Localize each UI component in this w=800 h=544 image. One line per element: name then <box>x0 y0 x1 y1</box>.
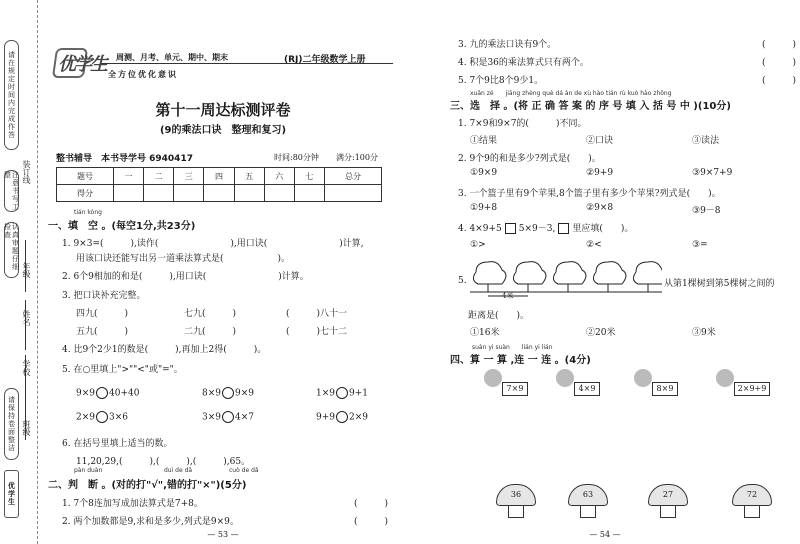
binding-note-1 <box>4 40 19 150</box>
binding-note-1-text: 请在规定时间内完成作答 <box>7 51 16 139</box>
s1-question-1a: 1. 9×3=( ),读作( ),用口诀( )计算, <box>62 239 364 249</box>
compare-left: 1×9 <box>316 388 335 399</box>
s3-question-1: 1. 7×9和9×7的( )不同。 <box>458 119 587 129</box>
s3-question-3: 3. 一个篮子里有9个苹果,8个篮子里有多少个苹果?列式是( )。 <box>458 189 721 199</box>
score-header-row <box>57 168 382 185</box>
tree-icon <box>513 262 546 284</box>
s3-q3-option: ②9×8 <box>586 203 614 213</box>
s3-q5-option: ②20米 <box>586 328 616 338</box>
s3-q1-option: ①结果 <box>470 136 498 146</box>
left-page <box>46 0 400 544</box>
s2-question-2: 2. 两个加数都是9,求和是多少,列式是9×9。 <box>62 517 239 527</box>
s2-answer-mark[interactable]: ( ) <box>762 40 797 50</box>
s1-q3-item: 五九( ) <box>76 327 129 337</box>
score-cell[interactable] <box>264 185 294 202</box>
house-base <box>744 506 760 518</box>
binding-note-3 <box>4 222 19 278</box>
tree-icon <box>633 262 662 284</box>
expression-card[interactable]: 8×9 <box>652 382 678 396</box>
bird-icon <box>634 369 652 387</box>
right-page <box>410 0 800 544</box>
score-cell[interactable] <box>113 185 143 202</box>
s1-question-2: 2. 6个9相加的和是( ),用口诀( )计算。 <box>62 272 309 282</box>
s3-q2-option: ③9×7+9 <box>692 168 733 178</box>
compare-item <box>316 411 368 423</box>
compare-item <box>316 387 368 399</box>
compare-circle[interactable] <box>96 411 108 423</box>
s1-q3-item: 二九( ) <box>184 327 237 337</box>
binding-note-3-text: 认真审题仔细检查 <box>3 223 20 271</box>
s3-q4-left: 4. 4×9+5 <box>458 224 502 234</box>
score-cell[interactable] <box>144 185 174 202</box>
s2-answer-mark[interactable]: ( ) <box>354 517 389 527</box>
compare-right: 3×6 <box>109 412 128 423</box>
mushroom-house[interactable]: 27 <box>648 484 688 506</box>
s3-pinyin: xuǎn zé jiāng zhèng què dá àn de xù hào tián rù kuò hào zhōng <box>470 90 672 97</box>
compare-item <box>202 411 254 423</box>
counsel-info: 整书辅导 本书导学号 6940417 <box>56 154 193 164</box>
s3-q5-text-2: 距离是( )。 <box>468 311 530 321</box>
compare-left: 9×9 <box>76 388 95 399</box>
s3-q5-option: ①16米 <box>470 328 500 338</box>
house-base <box>660 506 676 518</box>
compare-item <box>202 387 254 399</box>
compare-left: 9+9 <box>316 412 335 423</box>
s3-q1-option: ②口诀 <box>586 136 614 146</box>
score-head-cell: 题号 <box>57 168 114 185</box>
grade-line <box>25 240 26 292</box>
score-head-cell: 一 <box>113 168 143 185</box>
bird-icon <box>716 369 734 387</box>
s3-q4-right: 5×9－3, <box>518 224 556 234</box>
s1-question-5: 5. 在○里填上">""<"或"="。 <box>62 365 183 375</box>
score-head-cell: 总分 <box>324 168 381 185</box>
logo-text: 优学生 <box>58 54 106 75</box>
s3-question-2: 2. 9个9的和是多少?列式是( )。 <box>458 154 601 164</box>
school-label: 学校 <box>22 360 31 376</box>
compare-circle[interactable] <box>336 387 348 399</box>
score-cell[interactable] <box>234 185 264 202</box>
paper-subtitle: (9的乘法口诀 整理和复习) <box>159 125 287 136</box>
s3-q2-option: ②9+9 <box>586 168 614 178</box>
s3-q3-option: ③9－8 <box>692 206 721 216</box>
s2-answer-mark[interactable]: ( ) <box>762 58 797 68</box>
s3-question-4 <box>458 221 633 234</box>
s2-question-4: 4. 积是36的乘法算式只有两个。 <box>458 58 589 68</box>
s1-pinyin: tián kòng <box>74 209 102 216</box>
tear-line-label: 装订线 <box>22 160 31 184</box>
s2-answer-mark[interactable]: ( ) <box>762 76 797 86</box>
binding-note-2 <box>4 170 19 212</box>
score-head-cell: 三 <box>174 168 204 185</box>
score-head-cell: 七 <box>294 168 324 185</box>
s4-pinyin: suàn yi suàn lián yi lián <box>472 344 553 351</box>
s2-question-1: 1. 7个8连加写成加法算式是7+8。 <box>62 499 203 509</box>
name-line <box>25 300 26 350</box>
s3-q4-option: ②< <box>586 240 602 250</box>
s2-question-5: 5. 7个9比8个9少1。 <box>458 76 544 86</box>
s2-pinyin-3: cuò de dǎ <box>229 467 259 474</box>
score-cell[interactable] <box>324 185 381 202</box>
section-4-heading: 四、算 一 算 ,连 一 连 。(4分) <box>450 355 591 366</box>
book-title: (RJ)二年级数学上册 <box>284 55 366 65</box>
score-cell[interactable] <box>294 185 324 202</box>
score-cell[interactable] <box>204 185 234 202</box>
binding-note-4-text: 请保持卷面整洁 <box>7 396 16 452</box>
house-base <box>580 506 596 518</box>
class-line <box>25 355 26 440</box>
s1-question-3: 3. 把口诀补充完整。 <box>62 291 146 301</box>
tear-dashed-line <box>37 0 38 544</box>
compare-item <box>76 411 128 423</box>
binding-logo <box>4 470 19 518</box>
tree-icon <box>593 262 626 284</box>
expression-card[interactable]: 2×9+9 <box>734 382 770 396</box>
binding-logo-text: 优学生 <box>7 482 17 506</box>
s3-q5-option: ③9米 <box>692 328 716 338</box>
logo-slogan: 全方位优化意识 <box>108 69 178 79</box>
s3-q4-tail: 里应填( )。 <box>572 224 634 234</box>
tree-icon <box>553 262 586 284</box>
score-table <box>56 167 382 202</box>
name-label: 姓名 <box>22 310 31 326</box>
s1-q3-item: 四九( ) <box>76 309 129 319</box>
compare-circle[interactable] <box>222 411 234 423</box>
bird-icon <box>484 369 502 387</box>
compare-item <box>76 387 139 399</box>
score-row-label: 得分 <box>57 185 114 202</box>
s3-q4-option: ①> <box>470 240 486 250</box>
s3-q1-option: ③读法 <box>692 136 720 146</box>
score-value-row <box>57 185 382 202</box>
compare-left: 3×9 <box>202 412 221 423</box>
s2-pinyin-1: pàn duàn <box>74 467 103 474</box>
section-1-heading: 一、填 空 。(每空1分,共23分) <box>48 221 196 232</box>
score-cell[interactable] <box>174 185 204 202</box>
mushroom-house[interactable]: 63 <box>568 484 608 506</box>
compare-left: 2×9 <box>76 412 95 423</box>
score-head-cell: 四 <box>204 168 234 185</box>
compare-right: 9+1 <box>349 388 368 399</box>
section-3-heading: 三、选 择 。(将 正 确 答 案 的 序 号 填 入 括 号 中 )(10分) <box>450 101 731 112</box>
logo-subtitle: 周测、月考、单元、期中、期末 <box>116 52 228 62</box>
s3-q3-option: ①9+8 <box>470 203 498 213</box>
s3-q2-option: ①9×9 <box>470 168 498 178</box>
s1-question-4: 4. 比9个2少1的数是( ),再加上2得( )。 <box>62 345 267 355</box>
s1-q3-item: 七九( ) <box>184 309 237 319</box>
s1-q6-sequence: 11,20,29,( ),( ),( ),65。 <box>76 457 251 467</box>
s1-question-1b: 用该口诀还能写出另一道乘法算式是( )。 <box>76 254 291 264</box>
grade-label: 年级 <box>22 262 31 278</box>
house-base <box>508 506 524 518</box>
paper-title: 第十一周达标测评卷 <box>155 101 291 119</box>
s3-question-5: 5. <box>458 276 467 286</box>
expression-card[interactable]: 7×9 <box>502 382 528 396</box>
binding-note-4 <box>4 388 19 460</box>
score-head-cell: 五 <box>234 168 264 185</box>
full-score-info: 满分:100分 <box>336 153 378 162</box>
s2-question-3: 3. 九的乘法口诀有9个。 <box>458 40 557 50</box>
compare-circle[interactable] <box>222 387 234 399</box>
score-head-cell: 六 <box>264 168 294 185</box>
tree-row-illustration <box>470 256 662 300</box>
compare-right: 40+40 <box>109 388 140 399</box>
class-label: 班级 <box>22 420 31 436</box>
page-number-left: — 53 — <box>207 530 239 539</box>
time-info: 时间:80分钟 <box>274 153 319 162</box>
header-rule <box>101 63 393 64</box>
compare-right: 4×7 <box>235 412 254 423</box>
s1-q3-item: ( )八十一 <box>286 309 348 319</box>
compare-circle[interactable] <box>336 411 348 423</box>
s3-q4-box-ref <box>558 223 569 234</box>
compare-right: 9×9 <box>235 388 254 399</box>
tree-icon <box>473 262 506 284</box>
binding-note-2-text: 注意书写工整 <box>3 171 20 211</box>
s1-q3-item: ( )七十二 <box>286 327 348 337</box>
s3-q5-text: 从第1棵树到第5棵树之间的 <box>664 279 775 289</box>
s3-q4-option: ③= <box>692 240 708 250</box>
tree-distance-label: 4米 <box>502 292 514 300</box>
s3-q4-box[interactable] <box>505 223 516 234</box>
mushroom-house[interactable]: 36 <box>496 484 536 506</box>
s2-answer-mark[interactable]: ( ) <box>354 499 389 509</box>
bird-icon <box>556 369 574 387</box>
expression-card[interactable]: 4×9 <box>574 382 600 396</box>
s2-pinyin-2: duì de dǎ <box>164 467 193 474</box>
score-head-cell: 二 <box>144 168 174 185</box>
compare-right: 2×9 <box>349 412 368 423</box>
page-number-right: — 54 — <box>589 530 621 539</box>
section-2-heading: 二、判 断 。(对的打"√",错的打"×")(5分) <box>48 480 247 491</box>
compare-left: 8×9 <box>202 388 221 399</box>
compare-circle[interactable] <box>96 387 108 399</box>
binding-margin <box>0 0 44 544</box>
mushroom-house[interactable]: 72 <box>732 484 772 506</box>
s1-question-6: 6. 在括号里填上适当的数。 <box>62 439 173 449</box>
